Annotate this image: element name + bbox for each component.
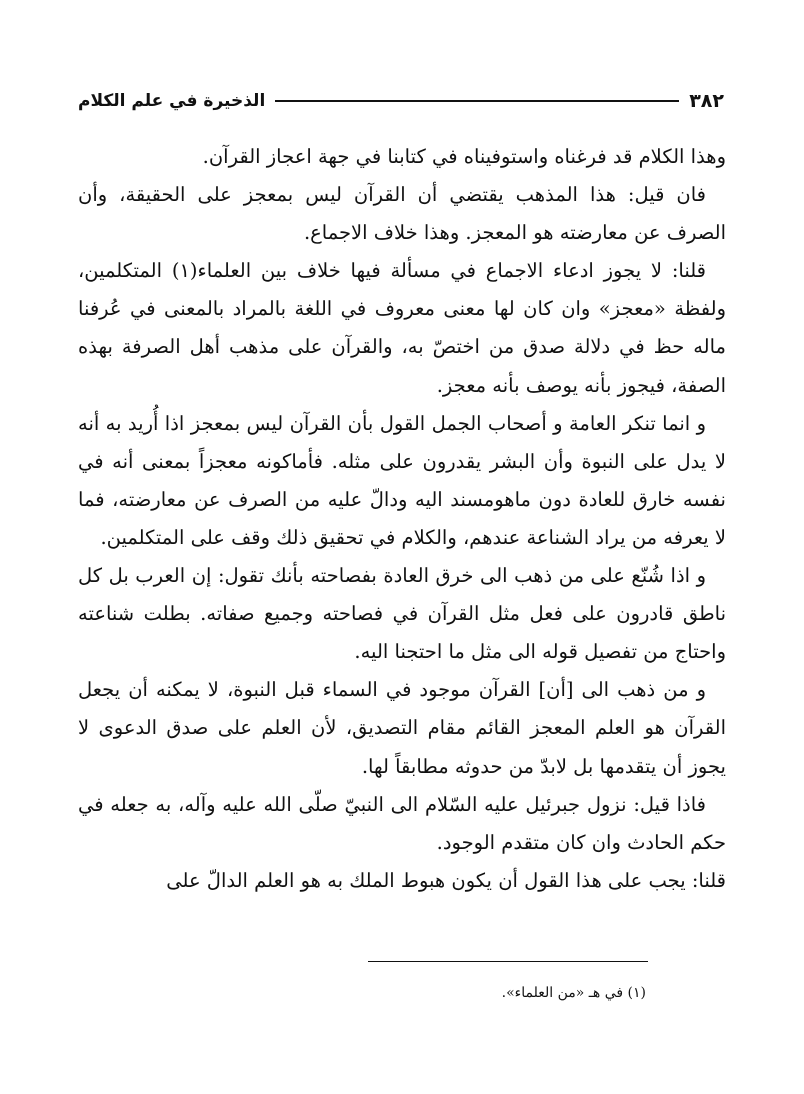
footnote: (١) في هـ «من العلماء». — [501, 985, 646, 1001]
running-title: الذخيرة في علم الكلام — [78, 91, 266, 111]
header-rule — [275, 100, 679, 102]
page-number: ٣٨٢ — [689, 90, 724, 112]
paragraph-8: قلنا: يجب على هذا القول أن يكون هبوط الملك به هو العلم الدالّ على — [166, 868, 726, 892]
paragraph-7: فاذا قيل: نزول جبرئيل عليه السّلام الى النبيّ صلّى الله عليه وآله، به جعله في حكم الحادث وان كان متقدم الوجود. — [78, 792, 726, 854]
paragraph-2: فان قيل: هذا المذهب يقتضي أن القرآن ليس بمعجز على الحقيقة، وأن الصرف عن معارضته هو المعجز. وهذا خلاف الاجماع. — [78, 183, 726, 245]
footnote-rule — [368, 961, 648, 962]
paragraph-5: و اذا شُنّع على من ذهب الى خرق العادة بفصاحته بأنك تقول: إن العرب بل كل ناطق قادرون على فعل مثل القرآن في فصاحته وجميع صفاته. بطلت شناعته واحتاج من تفصيل قوله الى مثل ما احتجنا اليه. — [78, 564, 726, 664]
paragraph-3: قلنا: لا يجوز ادعاء الاجماع في مسألة فيها خلاف بين العلماء(١) المتكلمين، ولفظة «معجز» وان كان لها معنى معروف في اللغة بالمراد بالمعنى في عُرفنا ماله حظ في دلالة صدق من اختصّ به، والقرآن على مذهب أهل الصرفة بهذه الصفة، فيجوز بأنه يوصف بأنه معجز. — [78, 259, 726, 397]
paragraph-6: و من ذهب الى [أن] القرآن موجود في السماء قبل النبوة، لا يمكنه أن يجعل القرآن هو العلم المعجز القائم مقام التصديق، لأن العلم على صدق الدعوى لا يجوز أن يتقدمها بل لابدّ من حدوثه مطابقاً لها. — [78, 678, 726, 778]
page-header — [78, 86, 724, 116]
paragraph-1: وهذا الكلام قد فرغناه واستوفيناه في كتابنا في جهة اعجاز القرآن. — [202, 145, 726, 168]
main-text — [78, 138, 726, 900]
paragraph-4: و انما تنكر العامة و أصحاب الجمل القول بأن القرآن ليس بمعجز اذا أُريد به أنه لا يدل على النبوة وأن البشر يقدرون على مثله. فأماكونه معجزاً بمعنى أنه في نفسه خارق للعادة دون ماهومسند اليه ودالّ عليه من الصرف عن معارضته، فما لا يعرفه من يراد الشناعة عندهم، والكلام في تحقيق ذلك وقف على المتكلمين. — [78, 411, 726, 549]
